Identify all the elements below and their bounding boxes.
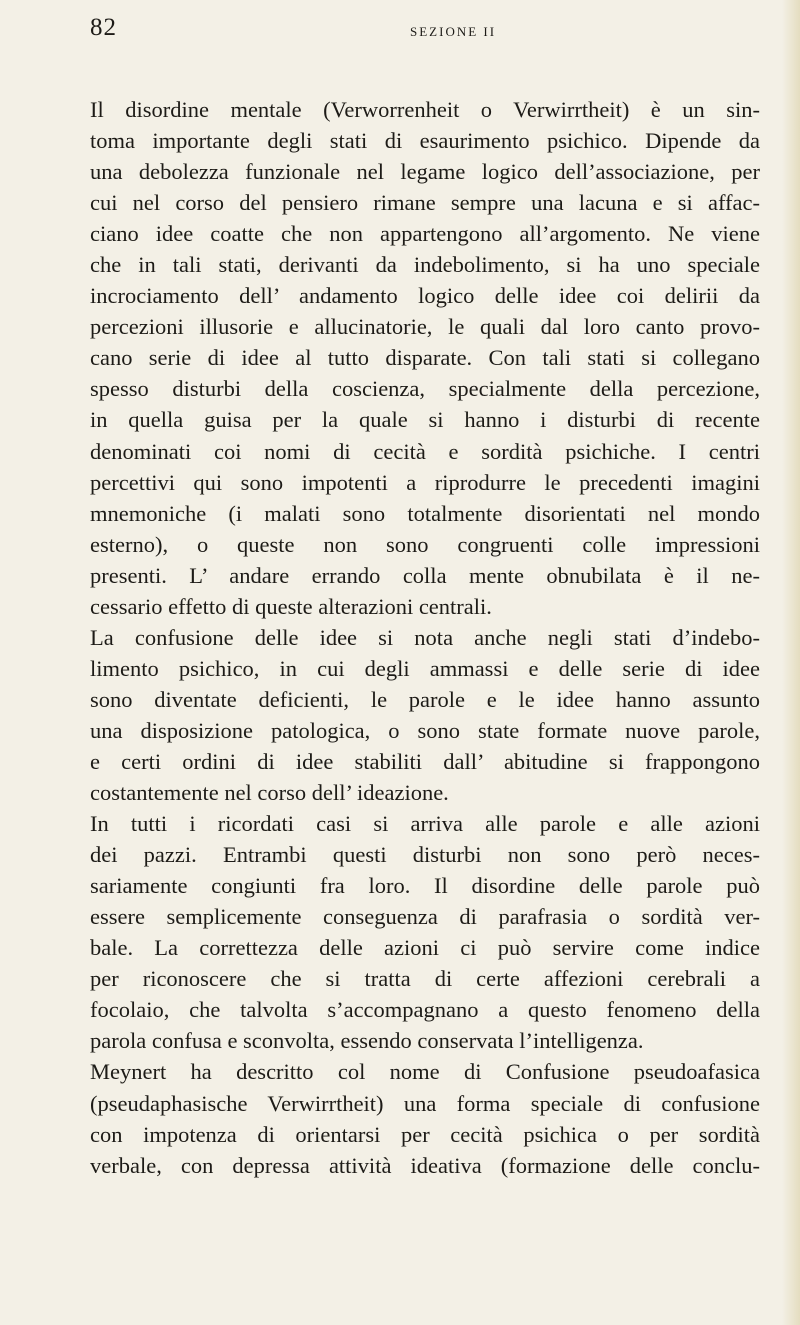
text-line: per riconoscere che si tratta di certe affezioni cerebrali a	[90, 966, 760, 992]
text-line: spesso disturbi della coscienza, specialmente della percezione,	[90, 376, 760, 402]
text-line: incrociamento dell’ andamento logico delle idee coi delirii da	[90, 283, 760, 309]
text-line: esterno), o queste non sono congruenti colle impressioni	[90, 531, 760, 557]
page-edge-shadow	[782, 0, 800, 1325]
text-line: cessario effetto di queste alterazioni centrali.	[90, 593, 492, 619]
paragraph-4	[90, 1056, 760, 1180]
page-number: 82	[90, 14, 117, 41]
paragraph-3	[90, 808, 760, 1056]
text-line: una disposizione patologica, o sono state formate nuove parole,	[90, 717, 760, 743]
text-line: parola confusa e sconvolta, essendo conservata l’intelligenza.	[90, 1028, 644, 1054]
text-line: Meynert ha descritto col nome di Confusione pseudoafasica	[90, 1059, 760, 1085]
text-line: dei pazzi. Entrambi questi disturbi non sono però neces-	[90, 842, 760, 868]
text-line: verbale, con depressa attività ideativa (formazione delle conclu-	[90, 1152, 760, 1178]
text-line: in quella guisa per la quale si hanno i disturbi di recente	[90, 407, 760, 433]
body-text	[90, 94, 760, 1181]
text-line: che in tali stati, derivanti da indebolimento, si ha uno speciale	[90, 252, 760, 278]
text-line: sono diventate deficienti, le parole e le idee hanno assunto	[90, 686, 760, 712]
text-line: costantemente nel corso dell’ ideazione.	[90, 780, 449, 806]
text-line: (pseudaphasische Verwirrtheit) una forma speciale di confusione	[90, 1090, 760, 1116]
paragraph-1	[90, 94, 760, 622]
text-line: In tutti i ricordati casi si arriva alle parole e alle azioni	[90, 811, 760, 837]
text-line: La confusione delle idee si nota anche negli stati d’indebo-	[90, 624, 760, 650]
section-heading: SEZIONE II	[410, 24, 497, 39]
text-line: Il disordine mentale (Verworrenheit o Verwirrtheit) è un sin-	[90, 97, 760, 122]
text-line: e certi ordini di idee stabiliti dall’ abitudine si frappongono	[90, 748, 760, 774]
text-line: sariamente congiunti fra loro. Il disordine delle parole può	[90, 873, 760, 899]
text-line: percettivi qui sono impotenti a riprodurre le precedenti imagini	[90, 469, 760, 495]
text-line: bale. La correttezza delle azioni ci può servire come indice	[90, 935, 760, 961]
text-line: presenti. L’ andare errando colla mente obnubilata è il ne-	[90, 562, 760, 588]
text-line: percezioni illusorie e allucinatorie, le quali dal loro canto provo-	[90, 314, 760, 340]
text-line: focolaio, che talvolta s’accompagnano a questo fenomeno della	[90, 997, 760, 1023]
text-line: ciano idee coatte che non appartengono all’argomento. Ne viene	[90, 221, 760, 247]
text-line: cui nel corso del pensiero rimane sempre una lacuna e si affac-	[90, 190, 760, 216]
text-line: mnemoniche (i malati sono totalmente disorientati nel mondo	[90, 500, 760, 526]
text-line: essere semplicemente conseguenza di parafrasia o sordità ver-	[90, 904, 760, 930]
text-line: limento psichico, in cui degli ammassi e delle serie di idee	[90, 655, 760, 681]
text-line: cano serie di idee al tutto disparate. Con tali stati si collegano	[90, 345, 760, 371]
running-head	[90, 14, 770, 54]
text-line: una debolezza funzionale nel legame logico dell’associazione, per	[90, 159, 760, 185]
paragraph-2	[90, 622, 760, 808]
text-line: denominati coi nomi di cecità e sordità psichiche. I centri	[90, 438, 760, 464]
text-line: con impotenza di orientarsi per cecità psichica o per sordità	[90, 1121, 760, 1147]
text-line: toma importante degli stati di esaurimento psichico. Dipende da	[90, 128, 760, 154]
